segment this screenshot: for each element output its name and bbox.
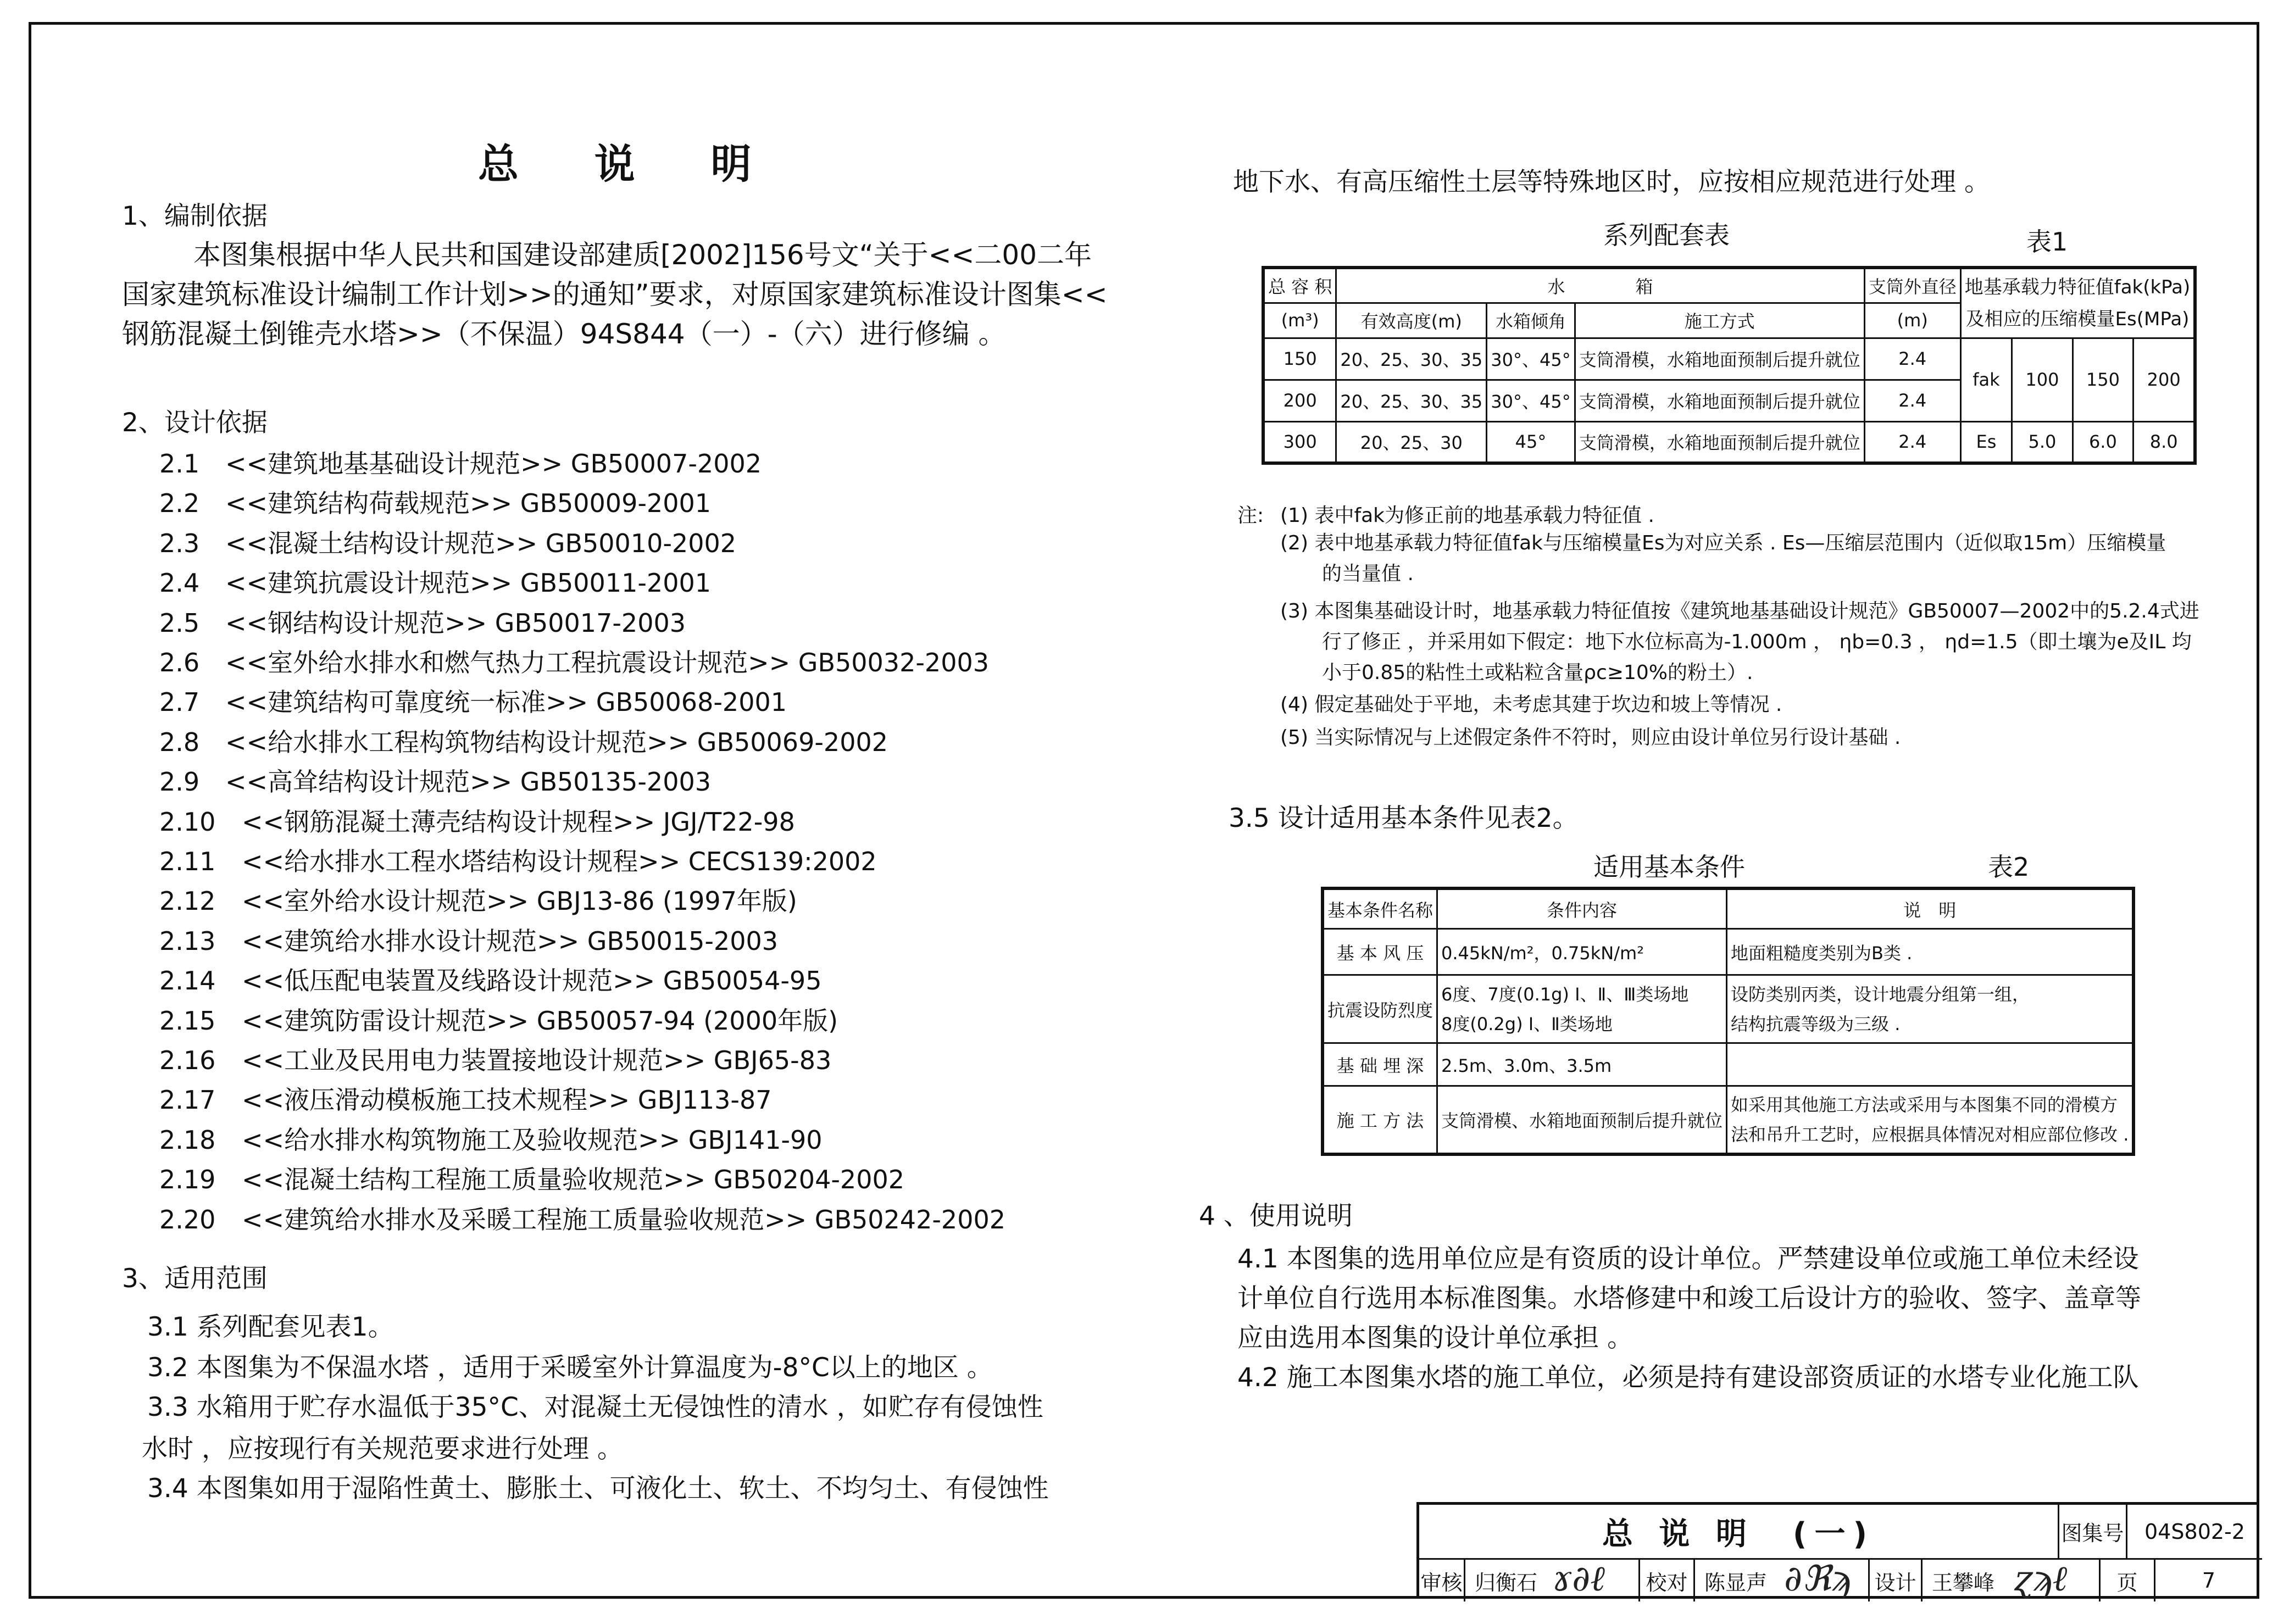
reference-number: 2.5 <box>159 608 200 638</box>
tb-page-no: 7 <box>2202 1569 2216 1593</box>
section-4-heading: 4 、使用说明 <box>1199 1201 1353 1231</box>
reference-number: 2.9 <box>159 767 200 797</box>
t1-r2-angle: 30°、45° <box>1487 380 1575 421</box>
page-title: 总 说 明 <box>478 141 782 188</box>
t1-h-height: 有效高度(m) <box>1336 303 1487 338</box>
reference-number: 2.4 <box>159 568 200 598</box>
t1-r3-angle: 45° <box>1487 421 1575 463</box>
reference-item <box>159 603 686 639</box>
t1-h-dia-unit: (m) <box>1864 303 1960 338</box>
t2-h-name: 基本条件名称 <box>1323 888 1437 929</box>
t2-r4-content: 支筒滑模、水箱地面预制后提升就位 <box>1437 1086 1727 1154</box>
t1-r1-vol: 150 <box>1263 338 1336 380</box>
reference-number: 2.2 <box>159 488 200 519</box>
reference-item <box>159 1200 1005 1236</box>
t1-h-method: 施工方式 <box>1575 303 1864 338</box>
section-2-heading: 2、设计依据 <box>122 408 268 438</box>
notes-prefix: 注: <box>1237 504 1264 527</box>
reference-text: <<建筑抗震设计规范>> GB50011-2001 <box>225 568 711 598</box>
t1-es-1: 5.0 <box>2012 421 2073 463</box>
reference-item <box>159 802 795 838</box>
t1-fak-1: 100 <box>2012 338 2073 421</box>
reference-item <box>159 921 778 958</box>
t1-r2-method: 支筒滑模，水箱地面预制后提升就位 <box>1575 380 1864 421</box>
table1 <box>1262 266 2197 465</box>
t1-r2-vol: 200 <box>1263 380 1336 421</box>
t1-r2-dia: 2.4 <box>1864 380 1960 421</box>
reference-text: <<混凝土结构工程施工质量验收规范>> GB50204-2002 <box>242 1165 904 1195</box>
tb-atlas-label: 图集号 <box>2059 1505 2127 1560</box>
reference-text: <<给水排水工程水塔结构设计规程>> CECS139:2002 <box>242 847 877 876</box>
table2 <box>1321 887 2135 1156</box>
reference-text: <<建筑结构荷载规范>> GB50009-2001 <box>225 488 711 519</box>
reference-text: <<室外给水排水和燃气热力工程抗震设计规范>> GB50032-2003 <box>225 648 989 677</box>
t1-es-3: 8.0 <box>2133 421 2196 463</box>
table1-title: 系列配套表 <box>1603 220 1730 250</box>
tb-page-label: 页 <box>2101 1560 2155 1601</box>
tb-check-label: 校对 <box>1640 1560 1695 1601</box>
reference-number: 2.20 <box>159 1204 216 1234</box>
reference-number: 2.11 <box>159 847 216 876</box>
t1-r1-method: 支筒滑模，水箱地面预制后提升就位 <box>1575 338 1864 380</box>
reference-item <box>159 1080 772 1116</box>
tb-designer-signature <box>2004 1560 2101 1601</box>
section-1-paragraph: 本图集根据中华人民共和国建设部建质[2002]156号文“关于<<二00二年国家建筑标准设计编制工作计划>>的通知”要求，对原国家建筑标准设计图集<<钢筋混凝土倒锥壳水塔>>（不保温）94S844（一）-（六）进行修编 。 <box>122 239 1108 350</box>
para-4-1-line2: 计单位自行选用本标准图集。水塔修建中和竣工后设计方的验收、签字、盖章等 <box>1237 1283 2141 1314</box>
t1-r3-height: 20、25、30 <box>1336 421 1487 463</box>
reference-number: 2.8 <box>159 727 200 757</box>
reference-text: <<钢筋混凝土薄壳结构设计规程>> JGJ/T22-98 <box>242 807 795 837</box>
t1-h-dia: 支筒外直径 <box>1864 268 1960 303</box>
para-3-3-line1: 3.3 水箱用于贮存水温低于35°C、对混凝土无侵蚀性的清水 ，如贮存有侵蚀性 <box>147 1392 1043 1422</box>
reference-item <box>159 722 888 759</box>
reference-number: 2.18 <box>159 1125 216 1155</box>
continuation-text: 地下水、有高压缩性土层等特殊地区时，应按相应规范进行处理 。 <box>1233 167 1990 197</box>
reference-item <box>159 1120 823 1156</box>
t1-h-total: 总 容 积 <box>1263 268 1336 303</box>
t2-r4-desc-line1: 如采用其他施工方法或采用与本图集不同的滑模方 <box>1731 1094 2118 1116</box>
reference-text: <<高耸结构设计规范>> GB50135-2003 <box>225 767 711 797</box>
t2-r2-desc <box>1727 975 2134 1043</box>
note-5: (5) 当实际情况与上述假定条件不符时，则应由设计单位另行设计基础 . <box>1280 726 1901 749</box>
t1-h-soil-line2: 及相应的压缩模量Es(MPa) <box>1965 308 2190 330</box>
t1-r1-dia: 2.4 <box>1864 338 1960 380</box>
section-1-heading: 1、编制依据 <box>122 201 268 231</box>
para-3-3-line2: 水时 ，应按现行有关规范要求进行处理 。 <box>142 1434 623 1464</box>
tb-designer: 王攀峰 <box>1931 1570 1994 1595</box>
t2-r2-desc-line2: 结构抗震等级为三级 . <box>1731 1013 1901 1035</box>
t2-r1-name: 基 本 风 压 <box>1323 929 1437 975</box>
note-3-line2: 行了修正 ，并采用如下假定：地下水位标高为-1.000m ， ηb=0.3 ， ηd=1.5（即土壤为e及IL 均 <box>1322 631 2192 653</box>
reference-text: <<建筑地基基础设计规范>> GB50007-2002 <box>225 449 762 479</box>
reference-text: <<液压滑动模板施工技术规程>> GBJ113-87 <box>242 1085 772 1115</box>
section-3-heading: 3、适用范围 <box>122 1264 268 1294</box>
reference-number: 2.10 <box>159 807 216 837</box>
tb-review-label: 审核 <box>1419 1560 1465 1601</box>
t2-r3-name: 基 础 埋 深 <box>1323 1043 1437 1086</box>
note-3-line1: (3) 本图集基础设计时，地基承载力特征值按《建筑地基基础设计规范》GB50007—2002中的5.2.4式进 <box>1280 600 2199 622</box>
reference-item <box>159 762 711 798</box>
note-2-line1: (2) 表中地基承载力特征值fak与压缩模量Es为对应关系 . Es—压缩层范围内（近似取15m）压缩模量 <box>1280 532 2166 554</box>
reference-number: 2.15 <box>159 1005 216 1036</box>
t2-r2-desc-line1: 设防类别丙类，设计地震分组第一组， <box>1731 983 2030 1005</box>
reference-number: 2.6 <box>159 648 200 677</box>
reference-text: <<工业及民用电力装置接地设计规范>> GBJ65-83 <box>242 1045 832 1075</box>
t2-r2-content <box>1437 975 1727 1043</box>
t2-r1-content: 0.45kN/m²，0.75kN/m² <box>1437 929 1727 975</box>
t1-es-label: Es <box>1960 421 2012 463</box>
reference-item <box>159 1001 838 1037</box>
t1-r3-dia: 2.4 <box>1864 421 1960 463</box>
t2-h-content: 条件内容 <box>1437 888 1727 929</box>
reference-item <box>159 961 821 997</box>
reference-text: <<给水排水构筑物施工及验收规范>> GBJ141-90 <box>242 1125 823 1155</box>
t2-r3-desc <box>1727 1043 2134 1086</box>
signature-1: ɤ∂ℓ <box>1552 1559 1605 1599</box>
reference-text: <<给水排水工程构筑物结构设计规范>> GB50069-2002 <box>225 727 888 757</box>
t1-h-unit: (m³) <box>1263 303 1336 338</box>
t1-fak-3: 200 <box>2133 338 2196 421</box>
table1-label: 表1 <box>2026 227 2068 257</box>
reference-item <box>159 1160 904 1196</box>
t2-r2-content-line1: 6度、7度(0.1g) Ⅰ、Ⅱ、Ⅲ类场地 <box>1441 983 1689 1005</box>
note-4: (4) 假定基础处于平地，未考虑其建于坎边和坡上等情况 . <box>1280 693 1782 716</box>
note-3-line3: 小于0.85的粘性土或粘粒含量ρc≥10%的粉土）. <box>1322 661 1753 684</box>
t2-r1-desc: 地面粗糙度类别为B类 . <box>1727 929 2134 975</box>
reference-text: <<室外给水设计规范>> GBJ13-86 (1997年版) <box>242 886 797 916</box>
reference-number: 2.3 <box>159 528 200 558</box>
t2-r4-desc-line2: 法和吊升工艺时，应根据具体情况对相应部位修改 . <box>1731 1124 2129 1145</box>
t1-h-soil-line1: 地基承载力特征值fak(kPa) <box>1964 276 2191 298</box>
para-3-1: 3.1 系列配套见表1。 <box>147 1312 394 1342</box>
para-3-5: 3.5 设计适用基本条件见表2。 <box>1229 803 1579 833</box>
t1-h-tank: 水 箱 <box>1336 268 1864 303</box>
tb-design-label: 设计 <box>1870 1560 1923 1601</box>
table2-label: 表2 <box>1988 852 2030 882</box>
tb-checker: 陈显声 <box>1704 1570 1767 1595</box>
t1-fak-label: fak <box>1960 338 2012 421</box>
t2-h-desc: 说 明 <box>1727 888 2134 929</box>
reference-number: 2.12 <box>159 886 216 916</box>
t2-r2-name: 抗震设防烈度 <box>1323 975 1437 1043</box>
t2-r2-content-line2: 8度(0.2g) Ⅰ、Ⅱ类场地 <box>1441 1013 1613 1035</box>
note-2-line2: 的当量值 . <box>1322 563 1414 585</box>
reference-item <box>159 842 877 878</box>
reference-item <box>159 1041 831 1077</box>
table2-title: 适用基本条件 <box>1593 852 1745 882</box>
reference-text: <<混凝土结构设计规范>> GB50010-2002 <box>225 528 736 558</box>
reference-item <box>159 881 797 917</box>
reference-text: <<建筑结构可靠度统一标准>> GB50068-2001 <box>225 687 787 718</box>
note-1: (1) 表中fak为修正前的地基承载力特征值 . <box>1280 504 1654 527</box>
reference-number: 2.14 <box>159 966 216 996</box>
reference-item <box>159 563 711 599</box>
reference-text: <<建筑给水排水设计规范>> GB50015-2003 <box>242 926 778 956</box>
reference-number: 2.16 <box>159 1045 216 1075</box>
tb-atlas-no: 04S802-2 <box>2127 1505 2262 1560</box>
para-4-1-line3: 应由选用本图集的设计单位承担 。 <box>1237 1323 1633 1353</box>
para-3-4: 3.4 本图集如用于湿陷性黄土、膨胀土、可液化土、软土、不均匀土、有侵蚀性 <box>147 1473 1049 1504</box>
reference-number: 2.17 <box>159 1085 216 1115</box>
tb-reviewer: 归衡石 <box>1474 1570 1537 1595</box>
reference-item <box>159 643 989 679</box>
t1-r2-height: 20、25、30、35 <box>1336 380 1487 421</box>
t1-h-angle: 水箱倾角 <box>1487 303 1575 338</box>
para-4-2: 4.2 施工本图集水塔的施工单位，必须是持有建设部资质证的水塔专业化施工队 <box>1237 1362 2139 1393</box>
t1-h-soil <box>1960 268 2195 338</box>
reference-item <box>159 483 711 520</box>
reference-number: 2.1 <box>159 449 200 479</box>
reference-number: 2.7 <box>159 687 200 718</box>
signature-2: ∂ℜϡ <box>1784 1559 1852 1599</box>
t1-es-2: 6.0 <box>2073 421 2133 463</box>
reference-text: <<建筑防雷设计规范>> GB50057-94 (2000年版) <box>242 1005 838 1036</box>
t2-r4-desc <box>1727 1086 2134 1154</box>
t2-r3-content: 2.5m、3.0m、3.5m <box>1437 1043 1727 1086</box>
signature-3: ɀϡℓ <box>2014 1559 2068 1599</box>
para-4-1-line1: 4.1 本图集的选用单位应是有资质的设计单位。严禁建设单位或施工单位未经设 <box>1237 1244 2139 1274</box>
reference-text: <<建筑给水排水及采暖工程施工质量验收规范>> GB50242-2002 <box>242 1204 1005 1234</box>
t2-r4-name: 施 工 方 法 <box>1323 1086 1437 1154</box>
reference-text: <<低压配电装置及线路设计规范>> GB50054-95 <box>242 966 822 996</box>
tb-title: 总 说 明 (一) <box>1419 1505 2059 1560</box>
t1-fak-2: 150 <box>2073 338 2133 421</box>
reference-number: 2.19 <box>159 1165 216 1195</box>
para-3-2: 3.2 本图集为不保温水塔 ，适用于采暖室外计算温度为-8°C以上的地区 。 <box>147 1353 993 1383</box>
reference-number: 2.13 <box>159 926 216 956</box>
t1-r1-angle: 30°、45° <box>1487 338 1575 380</box>
reference-item <box>159 524 736 560</box>
reference-item <box>159 682 787 719</box>
t1-r3-method: 支筒滑模，水箱地面预制后提升就位 <box>1575 421 1864 463</box>
t1-r3-vol: 300 <box>1263 421 1336 463</box>
title-block <box>1416 1502 2259 1599</box>
reference-text: <<钢结构设计规范>> GB50017-2003 <box>225 608 686 638</box>
t1-r1-height: 20、25、30、35 <box>1336 338 1487 380</box>
tb-reviewer-signature <box>1547 1560 1640 1601</box>
reference-item <box>159 444 762 480</box>
tb-checker-signature <box>1776 1560 1870 1601</box>
